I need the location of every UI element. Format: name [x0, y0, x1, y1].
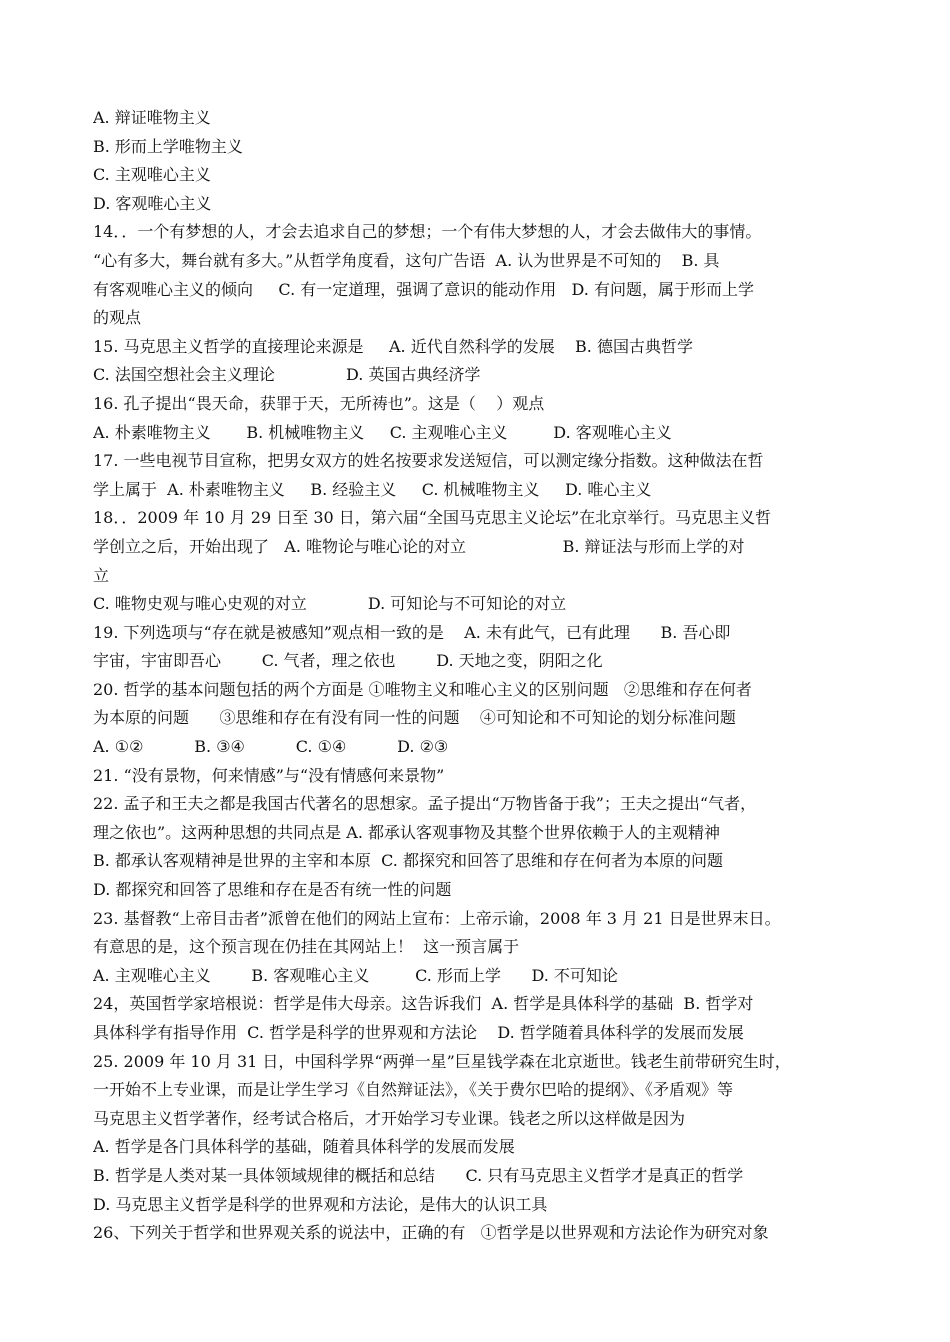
text-line: 马克思主义哲学著作，经考试合格后，才开始学习专业课。钱老之所以这样做是因为 — [93, 1108, 686, 1128]
text-line: 20. 哲学的基本问题包括的两个方面是 ①唯物主义和唯心主义的区别问题 ②思维和存在何者 — [93, 679, 752, 699]
text-line: 有意思的是，这个预言现在仍挂在其网站上！ 这一预言属于 — [93, 937, 520, 957]
text-line: 为本原的问题 ③思维和存在有没有同一性的问题 ④可知论和不可知论的划分标准问题 — [93, 708, 736, 728]
text-line: A. 哲学是各门具体科学的基础，随着具体科学的发展而发展 — [93, 1137, 515, 1157]
text-line: A. ①② B. ③④ C. ①④ D. ②③ — [93, 737, 449, 757]
text-line: 26、下列关于哲学和世界观关系的说法中，正确的有 ①哲学是以世界观和方法论作为研究对象 — [93, 1223, 769, 1243]
text-line: 的观点 — [93, 308, 142, 328]
text-line: D. 客观唯心主义 — [93, 193, 212, 213]
text-line: 23. 基督教“上帝目击者”派曾在他们的网站上宣布：上帝示谕，2008 年 3 月 21 日是世界末日。 — [93, 908, 781, 928]
text-line: B. 哲学是人类对某一具体领域规律的概括和总结 C. 只有马克思主义哲学才是真正的哲学 — [93, 1165, 744, 1185]
text-line: 宇宙，宇宙即吾心 C. 气者，理之依也 D. 天地之变，阴阳之化 — [93, 651, 603, 671]
text-line: 18．．2009 年 10 月 29 日至 30 日，第六届“全国马克思主义论坛”在北京举行。马克思主义哲 — [93, 508, 772, 528]
text-line: 17. 一些电视节目宣称，把男女双方的姓名按要求发送短信，可以测定缘分指数。这种做法在哲 — [93, 451, 764, 471]
text-line: 24，英国哲学家培根说：哲学是伟大母亲。这告诉我们 A. 哲学是具体科学的基础 B. 哲学对 — [93, 994, 754, 1014]
text-line: 有客观唯心主义的倾向 C. 有一定道理，强调了意识的能动作用 D. 有问题，属于形而上学 — [93, 279, 754, 299]
text-line: A. 朴素唯物主义 B. 机械唯物主义 C. 主观唯心主义 D. 客观唯心主义 — [93, 422, 672, 442]
text-line: 理之依也”。这两种思想的共同点是 A. 都承认客观事物及其整个世界依赖于人的主观精神 — [93, 822, 720, 842]
document-page — [93, 104, 861, 1248]
text-line: A. 主观唯心主义 B. 客观唯心主义 C. 形而上学 D. 不可知论 — [93, 965, 618, 985]
text-line: 具体科学有指导作用 C. 哲学是科学的世界观和方法论 D. 哲学随着具体科学的发展而发展 — [93, 1023, 744, 1042]
text-line: D. 马克思主义哲学是科学的世界观和方法论，是伟大的认识工具 — [93, 1194, 548, 1214]
text-line: 15. 马克思主义哲学的直接理论来源是 A. 近代自然科学的发展 B. 德国古典哲学 — [93, 336, 693, 356]
text-line: 16. 孔子提出“畏天命，获罪于天，无所祷也”。这是（ ）观点 — [93, 393, 545, 413]
text-line: C. 主观唯心主义 — [93, 165, 211, 185]
text-line: 学上属于 A. 朴素唯物主义 B. 经验主义 C. 机械唯物主义 D. 唯心主义 — [93, 479, 652, 499]
text-line: 21. “没有景物，何来情感”与“没有情感何来景物” — [93, 765, 445, 785]
text-line: D. 都探究和回答了思维和存在是否有统一性的问题 — [93, 880, 452, 900]
text-line: C. 法国空想社会主义理论 D. 英国古典经济学 — [93, 365, 481, 385]
text-line: C. 唯物史观与唯心史观的对立 D. 可知论与不可知论的对立 — [93, 594, 567, 614]
text-line: 19. 下列选项与“存在就是被感知”观点相一致的是 A. 未有此气，已有此理 B. 吾心即 — [93, 622, 731, 642]
text-line: 立 — [93, 565, 110, 585]
text-line: B. 都承认客观精神是世界的主宰和本原 C. 都探究和回答了思维和存在何者为本原的问题 — [93, 851, 723, 871]
text-line: 学创立之后，开始出现了 A. 唯物论与唯心论的对立 B. 辩证法与形而上学的对 — [93, 536, 745, 556]
text-line: 22. 孟子和王夫之都是我国古代著名的思想家。孟子提出“万物皆备于我”；王夫之提出“气者， — [93, 794, 757, 814]
text-line: 25. 2009 年 10 月 31 日，中国科学界“两弹一星”巨星钱学森在北京逝世。钱老生前带研究生时， — [93, 1051, 791, 1071]
text-line: A. 辩证唯物主义 — [93, 108, 211, 127]
text-line: 一开始不上专业课，而是让学生学习《自然辩证法》，《关于费尔巴哈的提纲》、《矛盾观》等 — [93, 1080, 734, 1100]
text-line: “心有多大，舞台就有多大。”从哲学角度看，这句广告语 A. 认为世界是不可知的 B. 具 — [93, 250, 720, 270]
text-line: B. 形而上学唯物主义 — [93, 136, 243, 156]
text-line: 14．．一个有梦想的人，才会去追求自己的梦想；一个有伟大梦想的人，才会去做伟大的事情。 — [93, 222, 762, 242]
